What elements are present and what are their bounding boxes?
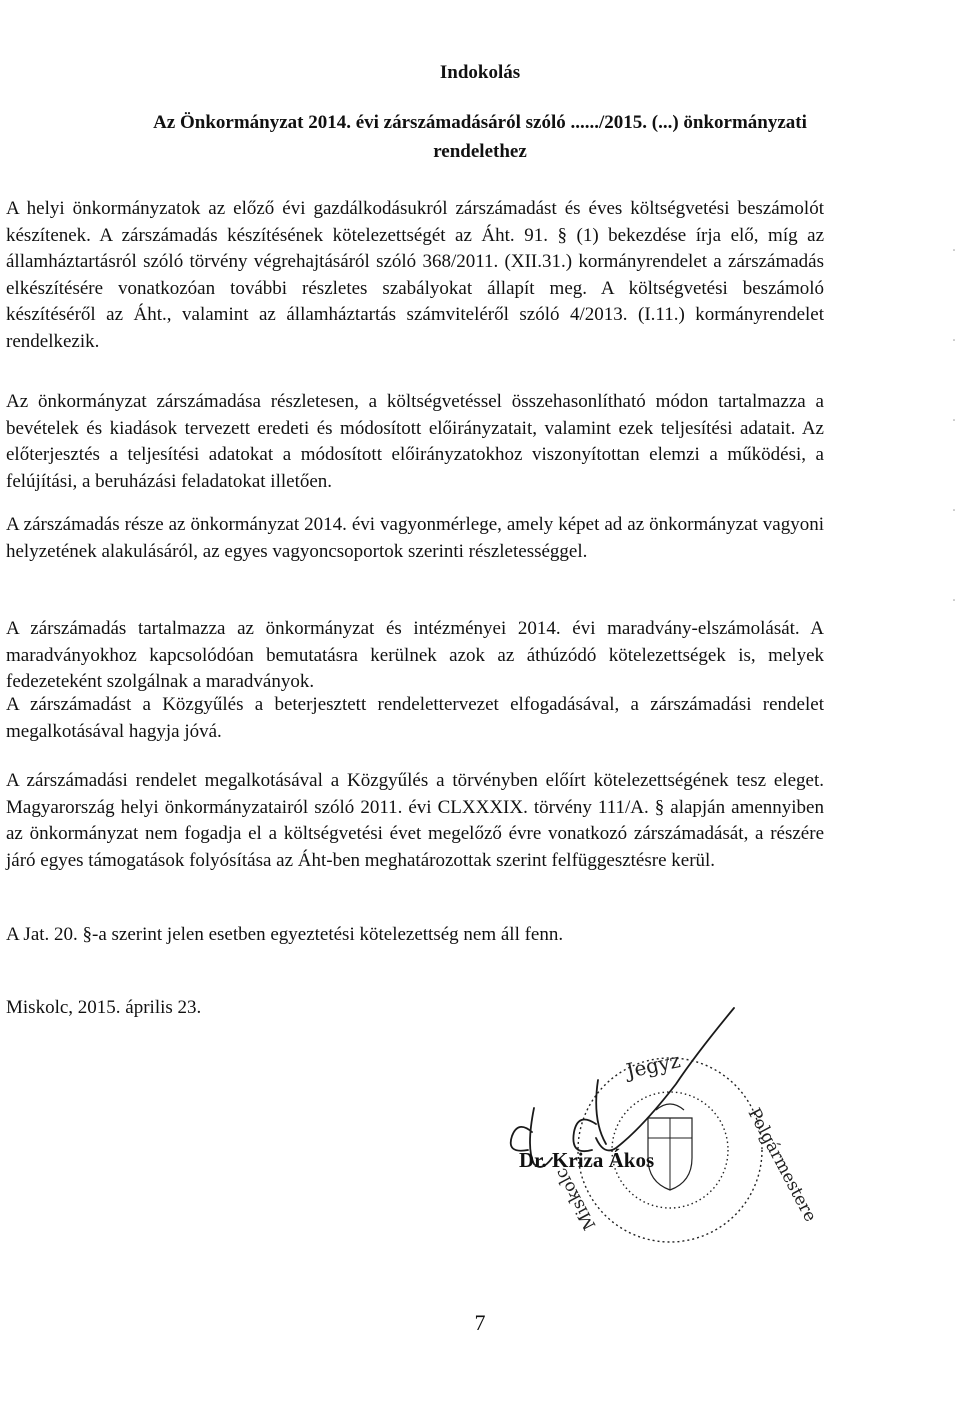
stamp-text-left: Miskolc <box>551 1164 601 1234</box>
paragraph-6: A zárszámadási rendelet megalkotásával a Közgyűlés a törvényben előírt kötelezettségének tesz eleget. Magyarország helyi önkormányzatairól szóló 2011. évi CLXXXIX. törvény 111/A. § alapján amennyiben az önkormányzat nem fogadja el a költségvetési évet megelőző évre vonatkozó zárszámadását, a részére járó egyes támogatások folyósítása az Áht-ben meghatározottak szerint felfüggesztésre kerül. <box>6 770 824 871</box>
stamp-text <box>551 1048 820 1233</box>
document-subtitle <box>0 108 960 166</box>
scan-edge-marks <box>950 0 960 1408</box>
signer-name: Dr. Kriza Ákos <box>519 1148 655 1172</box>
place-and-date: Miskolc, 2015. április 23. <box>6 997 202 1018</box>
document-title: Indokolás <box>439 62 521 83</box>
signature-and-stamp <box>480 1000 820 1250</box>
paragraph-2: Az önkormányzat zárszámadása részletesen, a költségvetéssel összehasonlítható módon tartalmazza a bevételek és kiadások tervezett eredeti és módosított előirányzatait, valamint ezek teljesítési adatait. Az előterjesztés a teljesítési adatokat a módosított előirányzatokhoz viszonyítottan elemzi a működési, a felújítási, a beruházási feladatokat illetően. <box>6 391 824 492</box>
paragraph-1: A helyi önkormányzatok az előző évi gazdálkodásukról zárszámadást és éves költségvetési beszámolót készítenek. A zárszámadás készítésének kötelezettségét az Áht. 91. § (1) bekezdése írja elő, míg az államháztartásról szóló törvény végrehajtásáról szóló 368/2011. (XII.31.) kormányrendelet a zárszámadás elkészítésére vonatkozóan további részletes szabályokat állapít meg. A költségvetési beszámoló készítéséről az Áht., valamint az államháztartás számviteléről szóló 4/2013. (I.11.) kormányrendelet rendelkezik. <box>6 198 824 352</box>
subtitle-line-2: rendelethez <box>433 141 527 162</box>
page-number: 7 <box>474 1310 486 1335</box>
paragraph-4: A zárszámadás tartalmazza az önkormányzat és intézményei 2014. évi maradvány-elszámolását. A maradványokhoz kapcsolódóan bemutatásra kerülnek azok az áthúzódó kötelezettségek is, melyek fedezeteként szolgálnak a maradványok. <box>6 618 824 692</box>
paragraph-3: A zárszámadás része az önkormányzat 2014. évi vagyonmérlege, amely képet ad az önkormányzat vagyoni helyzetének alakulásáról, az egyes vagyoncsoportok szerinti részletességgel. <box>6 514 824 562</box>
stamp-text-right: Polgármestere <box>743 1104 820 1226</box>
handwritten-signature <box>511 1008 734 1167</box>
stamp-text-top: Jegyz <box>624 1048 683 1083</box>
subtitle-line-1: Az Önkormányzat 2014. évi zárszámadásáról szóló ....../2015. (...) önkormányzati <box>153 112 807 133</box>
paragraph-7: A Jat. 20. §-a szerint jelen esetben egyeztetési kötelezettség nem áll fenn. <box>6 924 564 945</box>
paragraph-5: A zárszámadást a Közgyűlés a beterjesztett rendelettervezet elfogadásával, a zárszámadási rendelet megalkotásával hagyja jóvá. <box>6 694 824 742</box>
